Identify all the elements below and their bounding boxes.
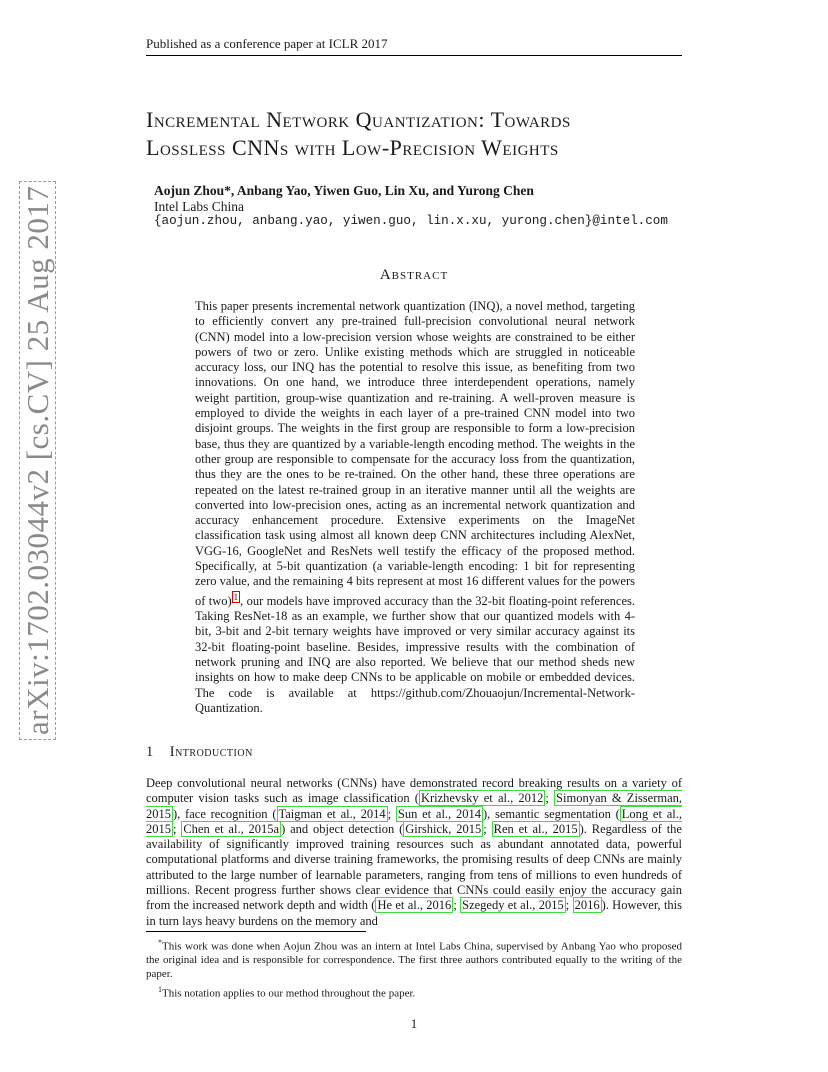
abstract-text-part-2: , our models have improved accuracy than the 32-bit floating-point references. Taking ResNet-18 as an example, we further show that our quantized models with 4-bit, 3-bit and 2-bit ternary weights have improved or very similar accuracy against its 32-bit floating-point baseline. Besides, impressive results with the combination of network pruning and INQ are also reported. We believe that our method sheds new insights on how to make deep CNNs to be applicable on mobile or embedded devices. The code is available at https://github.com/Zhouaojun/Incremental-Network-Quantization.: [195, 593, 635, 715]
abstract-body: [195, 299, 635, 716]
citation-link[interactable]: Szegedy et al., 2015: [462, 898, 564, 913]
citation-link[interactable]: 2016: [574, 898, 600, 913]
author-list: Aojun Zhou*, Anbang Yao, Yiwen Guo, Lin Xu, and Yurong Chen: [154, 183, 534, 198]
section-title: Introduction: [169, 744, 253, 760]
intro-text: ). Regardless of the availability of significantly improved training resources such as abundant annotated data, powerful computational platforms and diverse training frameworks, the promising results of deep CNNs are mainly attributed to the large number of learnable parameters, ranging from tens of millions to even hundreds of millions. Recent progress further shows clear evidence that CNNs could easily enjoy the accuracy gain from the increased network depth and width (: [146, 821, 682, 913]
citation-link[interactable]: Chen et al., 2015a: [183, 821, 280, 836]
footnote-divider: [146, 931, 366, 932]
section-number: 1: [146, 744, 154, 760]
running-header: Published as a conference paper at ICLR 2017: [146, 36, 682, 56]
citation-link[interactable]: Long et al., 2015: [146, 806, 682, 836]
abstract-text-part-1: This paper presents incremental network quantization (INQ), a novel method, targeting to efficiently convert any pre-trained full-precision convolutional neural network (CNN) model into a low-precision version whose weights are constrained to be either powers of two or zero. Unlike existing methods which are struggled in noticeable accuracy loss, our INQ has the potential to resolve this issue, as benefiting from two innovations. On one hand, we introduce three interdependent operations, namely weight partition, group-wise quantization and re-training. A well-proven measure is employed to divide the weights in each layer of a pre-trained CNN model into two disjoint groups. The weights in the first group are responsible to form a low-precision base, thus they are quantized by a variable-length encoding method. The weights in the other group are responsible to compensate for the accuracy loss from the quantization, thus they are the ones to be re-trained. On the other hand, these three operations are repeated on the latest re-trained group in an iterative manner until all the weights are converted into low-precision ones, acting as an incremental network quantization and accuracy enhancement procedure. Extensive experiments on the ImageNet classification task using almost all known deep CNN architectures including AlexNet, VGG-16, GoogleNet and ResNets well testify the efficacy of the proposed method. Specifically, at 5-bit quantization (a variable-length encoding: 1 bit for representing zero value, and the remaining 4 bits represent at most 16 different values for the powers of two): [195, 299, 635, 608]
author-emails: {aojun.zhou, anbang.yao, yiwen.guo, lin.x.xu, yurong.chen}@intel.com: [154, 214, 668, 228]
title-line-1: Incremental Network Quantization: Towards: [146, 107, 571, 132]
citation-link[interactable]: Sun et al., 2014: [397, 806, 481, 821]
footnote-star-text: This work was done when Aojun Zhou was an intern at Intel Labs China, supervised by Anbang Yao who proposed the original idea and is responsible for correspondence. The first three authors contributed equally to the writing of the paper.: [146, 940, 682, 980]
section-heading-introduction: [146, 744, 253, 761]
intro-text: Deep convolutional neural networks (CNNs) have demonstrated record breaking results on a variety of computer vision tasks such as image classification (: [146, 776, 682, 806]
abstract-heading: Abstract: [379, 267, 449, 283]
affiliation: Intel Labs China: [154, 199, 244, 214]
citation-link[interactable]: Ren et al., 2015: [493, 821, 578, 836]
arxiv-identifier-stamp[interactable]: [20, 181, 56, 740]
introduction-paragraph: [146, 776, 682, 929]
intro-text: ;: [565, 898, 573, 913]
paper-title: [146, 106, 706, 162]
footnote-star-mark: *: [158, 938, 162, 947]
intro-text: ), semantic segmentation (: [482, 806, 620, 821]
intro-text: ;: [387, 806, 396, 821]
footnotes: [146, 936, 682, 1001]
citation-link[interactable]: He et al., 2016: [377, 898, 452, 913]
footnote-1: [146, 983, 682, 1001]
footnote-1-text: This notation applies to our method throughout the paper.: [162, 987, 416, 1000]
footnote-1-link[interactable]: 1: [233, 591, 239, 602]
citation-link[interactable]: Girshick, 2015: [405, 821, 482, 836]
intro-text: ). However, this in turn lays heavy burdens on the memory and: [146, 898, 682, 928]
intro-text: ;: [453, 898, 461, 913]
page-number: 1: [410, 1016, 418, 1031]
intro-text: ;: [545, 791, 555, 806]
citation-link[interactable]: Taigman et al., 2014: [278, 806, 386, 821]
title-line-2: Lossless CNNs with Low-Precision Weights: [146, 135, 559, 160]
intro-text: ;: [173, 821, 182, 836]
footnote-1-mark: 1: [158, 985, 162, 995]
footnote-star: [146, 936, 682, 981]
citation-link[interactable]: Simonyan & Zisserman, 2015: [146, 791, 683, 821]
citation-link[interactable]: Krizhevsky et al., 2012: [420, 791, 544, 806]
arxiv-id-link[interactable]: arXiv:1702.03044v2 [cs.CV] 25 Aug 2017: [19, 181, 56, 740]
intro-text: ), face recognition (: [173, 806, 277, 821]
intro-text: ;: [483, 821, 492, 836]
intro-text: ) and object detection (: [281, 821, 404, 836]
